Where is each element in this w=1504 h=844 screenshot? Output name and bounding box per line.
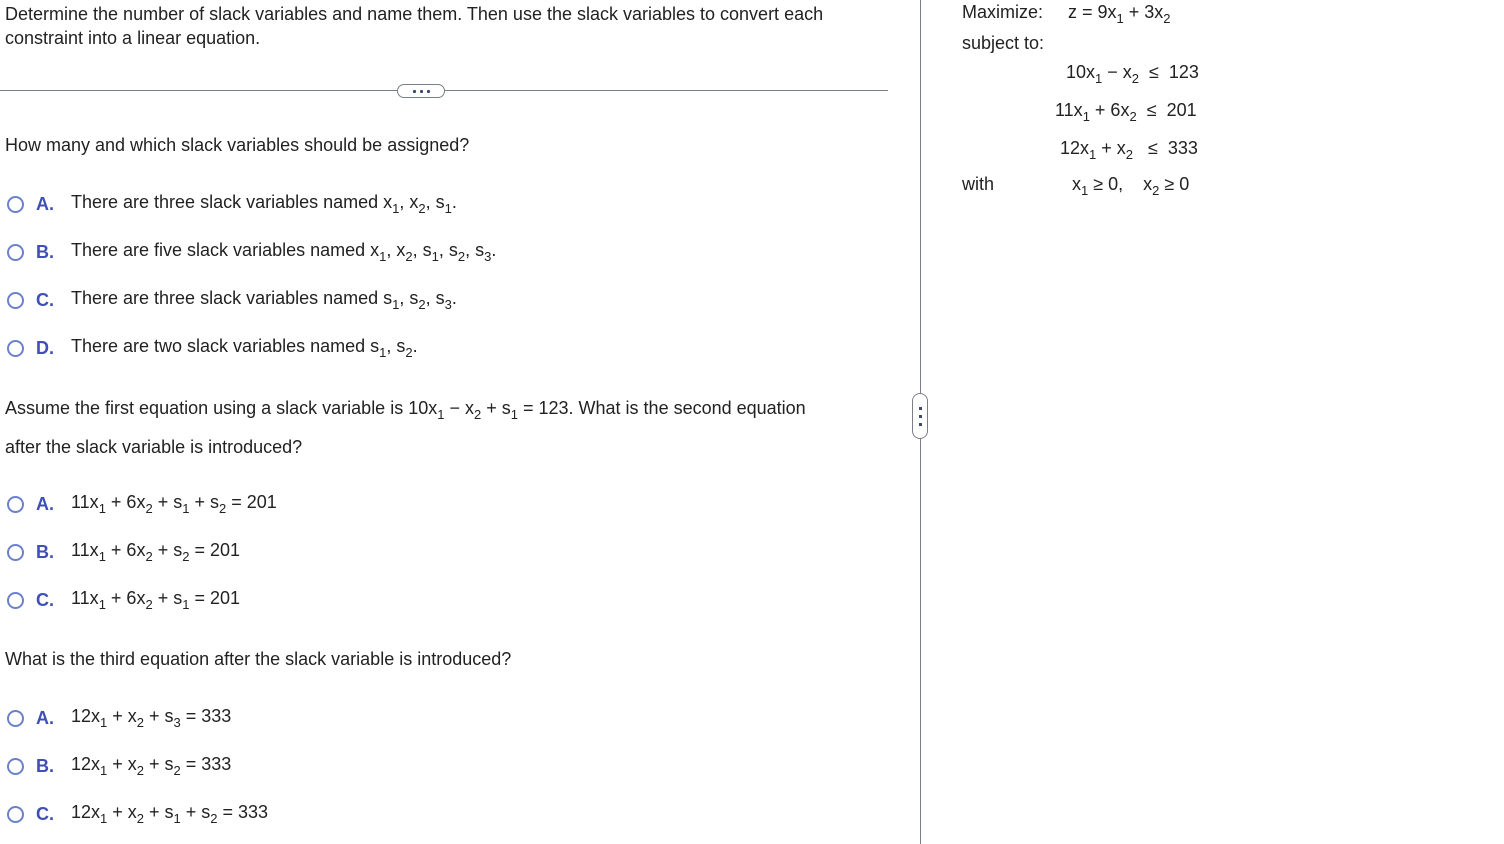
objective-function: $z = 9x_1 + 3x_2$ xyxy=(1068,2,1171,26)
constraint-1: $10x_1 - x_2 \le 123$ xyxy=(1066,62,1199,86)
q1-option-c[interactable]: C. There are three slack variables named $s_1$, $s_2$, $s_3$. xyxy=(7,288,457,312)
nonnegativity-constraints: $x_1 \ge 0$, $x_2 \ge 0$ xyxy=(1072,174,1190,198)
q3-option-b[interactable]: B. $12x_1 + x_2 + s_2 = 333$ xyxy=(7,754,231,778)
problem-pane xyxy=(922,0,1504,844)
q1-prompt: How many and which slack variables should be assigned? xyxy=(5,135,470,155)
instructions: Determine the number of slack variables and name them. Then use the slack variables to convert each constraint into a linear equation. xyxy=(5,4,824,48)
q2-option-c[interactable]: C. $11x_1 + 6x_2 + s_1 = 201$ xyxy=(7,588,240,612)
radio-button[interactable] xyxy=(7,340,24,357)
q3-option-a[interactable]: A. $12x_1 + x_2 + s_3 = 333$ xyxy=(7,706,231,730)
radio-button[interactable] xyxy=(7,758,24,775)
maximize-label: Maximize: xyxy=(962,2,1044,22)
radio-button[interactable] xyxy=(7,496,24,513)
collapse-handle[interactable] xyxy=(397,84,445,98)
radio-button[interactable] xyxy=(7,292,24,309)
radio-button[interactable] xyxy=(7,592,24,609)
q1-option-b[interactable]: B. There are five slack variables named $x_1$, $x_2$, $s_1$, $s_2$, $s_3$. xyxy=(7,240,496,264)
radio-button[interactable] xyxy=(7,196,24,213)
q1-option-a[interactable]: A. There are three slack variables named $x_1$, $x_2$, $s_1$. xyxy=(7,192,457,216)
radio-button[interactable] xyxy=(7,244,24,261)
q3-prompt: What is the third equation after the slack variable is introduced? xyxy=(5,649,512,669)
radio-button[interactable] xyxy=(7,544,24,561)
q2-prompt: Assume the first equation using a slack variable is $10x_1 - x_2 + s_1 = 123$. What is the second equation after the slack variable is introduced? xyxy=(5,398,806,457)
q3-option-c[interactable]: C. $12x_1 + x_2 + s_1 + s_2 = 333$ xyxy=(7,802,268,826)
constraint-3: $12x_1 + x_2 \le 333$ xyxy=(1060,138,1198,162)
subject-to-label: subject to: xyxy=(962,33,1045,53)
constraint-2: $11x_1 + 6x_2 \le 201$ xyxy=(1055,100,1197,124)
q1-option-d[interactable]: D. There are two slack variables named $s_1$, $s_2$. xyxy=(7,336,418,360)
q2-option-a[interactable]: A. $11x_1 + 6x_2 + s_1 + s_2 = 201$ xyxy=(7,492,277,516)
with-label: with xyxy=(962,174,995,194)
radio-button[interactable] xyxy=(7,710,24,727)
radio-button[interactable] xyxy=(7,806,24,823)
q2-option-b[interactable]: B. $11x_1 + 6x_2 + s_2 = 201$ xyxy=(7,540,240,564)
